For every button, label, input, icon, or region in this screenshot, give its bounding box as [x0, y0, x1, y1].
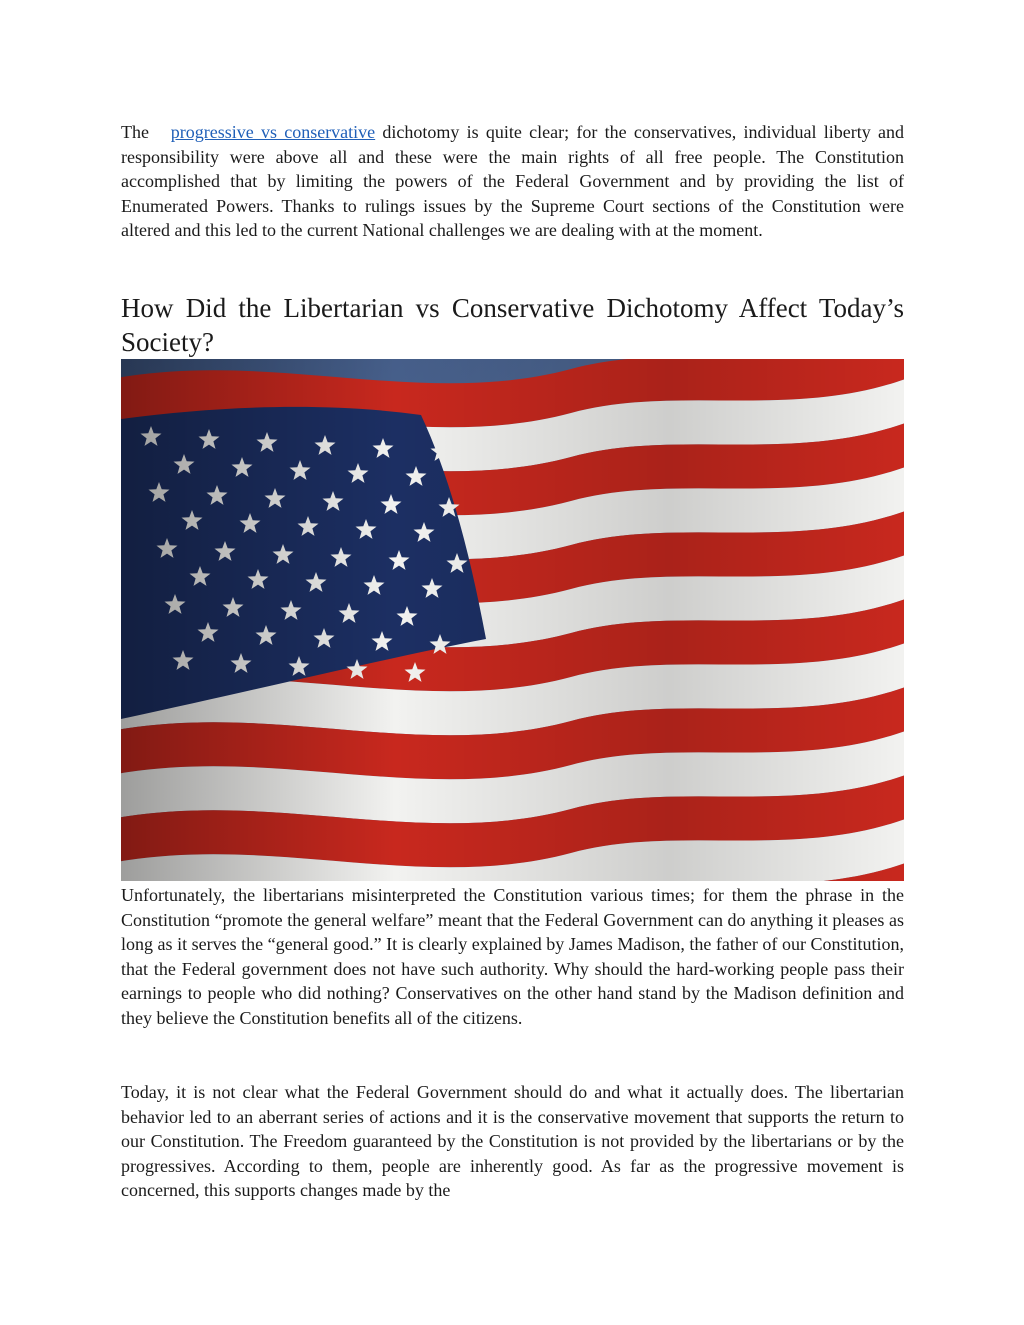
flag-illustration — [121, 359, 904, 881]
intro-paragraph — [121, 120, 904, 243]
intro-rest: dichotomy is quite clear; for the conservatives, individual liberty and responsibility were above all and these were the main rights of all free people. The Constitution accomplished that by limiting the powers of the Federal Government and by providing the list of Enumerated Powers. Thanks to rulings issues by the Supreme Court sections of the Constitution were altered and this led to the current National challenges we are dealing with at the moment. — [121, 122, 904, 241]
section-heading: How Did the Libertarian vs Conservative Dichotomy Affect Today’s Society? — [121, 293, 904, 357]
progressive-vs-conservative-link[interactable]: progressive vs conservative — [170, 122, 376, 142]
american-flag-image — [121, 359, 904, 881]
intro-lead: The — [121, 122, 149, 142]
body-paragraph-3: Today, it is not clear what the Federal Government should do and what it actually does. The libertarian behavior led to an aberrant series of actions and it is the conservative movement that supports the return to our Constitution. The Freedom guaranteed by the Constitution is not provided by the libertarians or by the progressives. According to them, people are inherently good. As far as the progressive movement is concerned, this supports changes made by the — [121, 1082, 904, 1201]
body-paragraph-2: Unfortunately, the libertarians misinterpreted the Constitution various times; for them the phrase in the Constitution “promote the general welfare” meant that the Federal Government can do anything it pleases as long as it serves the “general good.” It is clearly explained by James Madison, the father of our Constitution, that the Federal government does not have such authority. Why should the hard-working people pass their earnings to people who did nothing? Conservatives on the other hand stand by the Madison definition and they believe the Constitution benefits all of the citizens. — [121, 885, 904, 1028]
